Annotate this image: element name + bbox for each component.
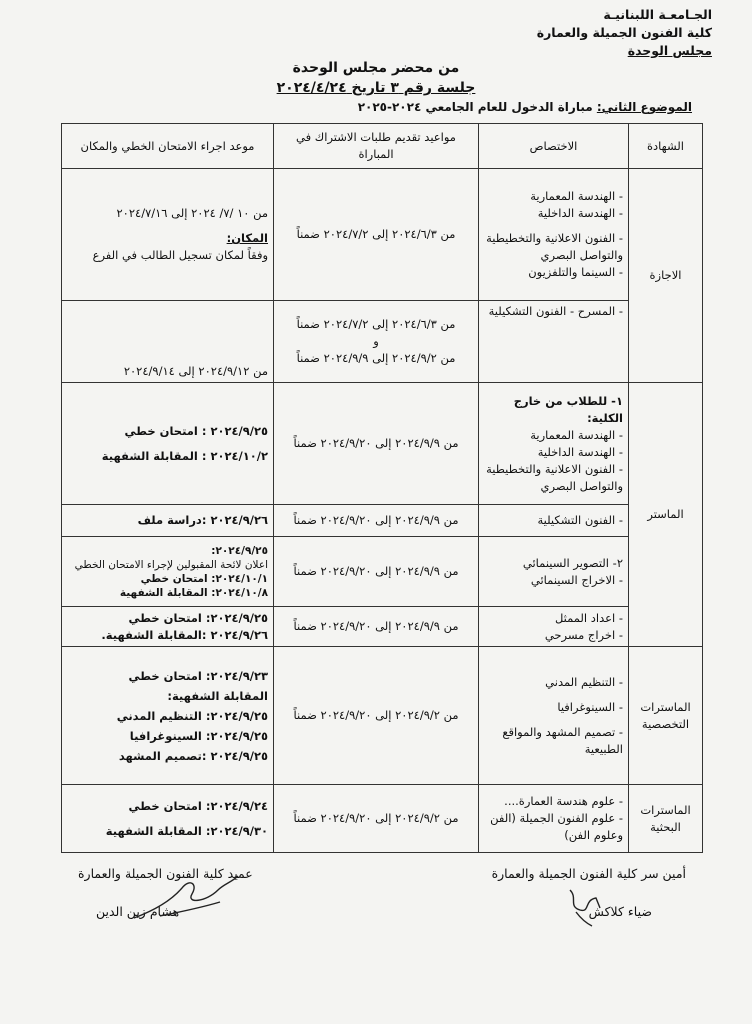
exam-dates-cell <box>62 537 274 607</box>
dean-signature <box>120 868 250 928</box>
exam-line: ٢٠٢٤/٩/٢٥: التنظيم المدني <box>116 708 268 723</box>
exam-line: ٢٠٢٤/١٠/٢ : المقابلة الشفهية <box>101 448 268 463</box>
exam-line: ٢٠٢٤/٩/٣٠: المقابلة الشفهية <box>105 823 268 838</box>
certificate-professional: الماسترات التخصصية <box>629 647 703 785</box>
table-row <box>62 647 703 785</box>
specialty-cell: - المسرح - الفنون التشكيلية <box>479 301 629 383</box>
exam-dates-cell <box>62 169 274 301</box>
apply-dates-cell: من ٢٠٢٤/٩/٢ إلى ٢٠٢٤/٩/٢٠ ضمناً <box>274 647 479 785</box>
specialty-cell <box>479 785 629 853</box>
specialty-item: - الهندسة الداخلية <box>537 444 623 459</box>
apply-dates-cell: من ٢٠٢٤/٩/٩ إلى ٢٠٢٤/٩/٢٠ ضمناً <box>274 505 479 537</box>
specialty-cell <box>479 383 629 505</box>
exam-dates-cell: ٢٠٢٤/٩/٢٦ :دراسة ملف <box>62 505 274 537</box>
exam-dates-cell: من ٢٠٢٤/٩/١٢ إلى ٢٠٢٤/٩/١٤ <box>62 301 274 383</box>
exam-dates-cell <box>62 383 274 505</box>
exam-line: ٢٠٢٤/٩/٢٥ : امتحان خطي <box>124 423 268 438</box>
specialty-item: - الاخراج السينمائي <box>530 572 623 587</box>
apply-dates-cell: من ٢٠٢٤/٦/٣ إلى ٢٠٢٤/٧/٢ ضمناً <box>274 169 479 301</box>
specialty-cell <box>479 647 629 785</box>
specialty-item: - تصميم المشهد والمواقع الطبيعية <box>502 724 623 756</box>
exam-line: ٢٠٢٤/٩/٢٥: <box>211 544 268 557</box>
apply-line: من ٢٠٢٤/٦/٣ إلى ٢٠٢٤/٧/٢ ضمناً <box>296 317 456 331</box>
exam-line: ٢٠٢٤/١٠/٨: المقابلة الشفهية <box>119 586 268 599</box>
specialty-cell <box>479 607 629 647</box>
table-row <box>62 785 703 853</box>
specialty-item: - الهندسة المعمارية <box>530 427 623 442</box>
apply-dates-cell <box>274 301 479 383</box>
secretary-signature <box>540 880 620 930</box>
header-exam-dates: موعد اجراء الامتحان الخطي والمكان <box>62 124 274 169</box>
specialty-item: - التنظيم المدني <box>545 674 623 689</box>
exam-line: ٢٠٢٤/٩/٢٣: امتحان خطي <box>128 668 268 683</box>
exam-line: من ١٠ /٧/ ٢٠٢٤ إلى ٢٠٢٤/٧/١٦ <box>116 206 268 220</box>
apply-line: من ٢٠٢٤/٩/٢ إلى ٢٠٢٤/٩/٩ ضمناً <box>296 351 456 365</box>
specialty-item: - السينما والتلفزيون <box>528 265 623 279</box>
council-name: مجلس الوحدة <box>627 43 712 58</box>
specialty-item: - السينوغرافيا <box>557 699 623 714</box>
table-row <box>62 607 703 647</box>
certificate-master: الماستر <box>629 383 703 647</box>
table-row <box>62 537 703 607</box>
specialty-item: - علوم الفنون الجميلة (الفن وعلوم الفن) <box>490 811 623 842</box>
exam-dates-cell <box>62 785 274 853</box>
specialty-group: ١- للطلاب من خارج الكلية: <box>513 393 623 425</box>
specialty-cell <box>479 537 629 607</box>
header-apply-dates: مواعيد تقديم طلبات الاشتراك في المباراة <box>274 124 479 169</box>
letterhead <box>537 6 712 60</box>
table-row <box>62 505 703 537</box>
university-name: الجـامعـة اللبنانيـة <box>603 7 712 22</box>
apply-dates-cell: من ٢٠٢٤/٩/٩ إلى ٢٠٢٤/٩/٢٠ ضمناً <box>274 537 479 607</box>
header-specialty: الاختصاص <box>479 124 629 169</box>
dean-title: عميد كلية الفنون الجميلة والعمارة <box>78 866 253 881</box>
specialty-item: - اخراج مسرحي <box>544 627 623 642</box>
specialty-item: - الهندسة الداخلية <box>537 206 623 220</box>
faculty-name: كلية الفنون الجميلة والعمارة <box>536 25 712 40</box>
exam-line: ٢٠٢٤/٩/٢٥ :تصميم المشهد <box>118 748 268 763</box>
exam-line: المقابلة الشفهية: <box>167 688 268 703</box>
exam-dates-cell <box>62 647 274 785</box>
apply-and: و <box>373 334 379 348</box>
apply-dates-cell: من ٢٠٢٤/٩/٢ إلى ٢٠٢٤/٩/٢٠ ضمناً <box>274 785 479 853</box>
place-text: وفقاً لمكان تسجيل الطالب في الفرع <box>92 248 268 262</box>
subject-text: مباراة الدخول للعام الجامعي ٢٠٢٤-٢٠٢٥ <box>357 100 597 114</box>
dean-name: هشام زين الدين <box>96 904 180 919</box>
subject-label: الموضوع الثاني: <box>596 100 692 114</box>
table-row <box>62 383 703 505</box>
exam-line: ٢٠٢٤/١٠/١: امتحان خطي <box>140 572 268 585</box>
header-certificate: الشهادة <box>629 124 703 169</box>
certificate-licence: الاجازة <box>629 169 703 383</box>
specialty-item: ٢- التصوير السينمائي <box>522 555 623 570</box>
place-label: المكان: <box>226 231 268 245</box>
specialty-item: - الفنون الاعلانية والتخطيطية والتواصل البصري <box>486 461 623 493</box>
table-row <box>62 169 703 301</box>
exam-line: ٢٠٢٤/٩/٢٦ :المقابلة الشفهية. <box>101 627 268 642</box>
table-row <box>62 301 703 383</box>
apply-dates-cell: من ٢٠٢٤/٩/٩ إلى ٢٠٢٤/٩/٢٠ ضمناً <box>274 607 479 647</box>
specialty-item: - الهندسة المعمارية <box>530 189 623 203</box>
specialty-item: - الفنون الاعلانية والتخطيطية والتواصل البصري <box>486 231 623 262</box>
table-header-row <box>62 124 703 169</box>
subject-line <box>358 100 692 114</box>
specialty-cell: - الفنون التشكيلية <box>479 505 629 537</box>
exam-line: ٢٠٢٤/٩/٢٥: السينوغرافيا <box>129 728 268 743</box>
exam-line: ٢٠٢٤/٩/٢٤: امتحان خطي <box>128 798 268 813</box>
specialty-item: - علوم هندسة العمارة.... <box>504 794 623 808</box>
admissions-table <box>61 123 703 853</box>
exam-line: اعلان لائحة المقبولين لإجراء الامتحان الخطي <box>74 558 268 571</box>
specialty-cell <box>479 169 629 301</box>
minutes-title: من محضر مجلس الوحدة <box>292 60 460 76</box>
specialty-item: - اعداد الممثل <box>554 610 623 625</box>
secretary-name: ضياء كلاكش <box>588 904 652 919</box>
session-line: جلسة رقم ٣ تاريخ ٢٠٢٤/٤/٢٤ <box>276 80 476 96</box>
exam-dates-cell <box>62 607 274 647</box>
exam-line: ٢٠٢٤/٩/٢٥: امتحان خطي <box>128 610 268 625</box>
secretary-title: أمين سر كلية الفنون الجميلة والعمارة <box>491 866 686 881</box>
apply-dates-cell: من ٢٠٢٤/٩/٩ إلى ٢٠٢٤/٩/٢٠ ضمناً <box>274 383 479 505</box>
certificate-research: الماسترات البحثية <box>629 785 703 853</box>
